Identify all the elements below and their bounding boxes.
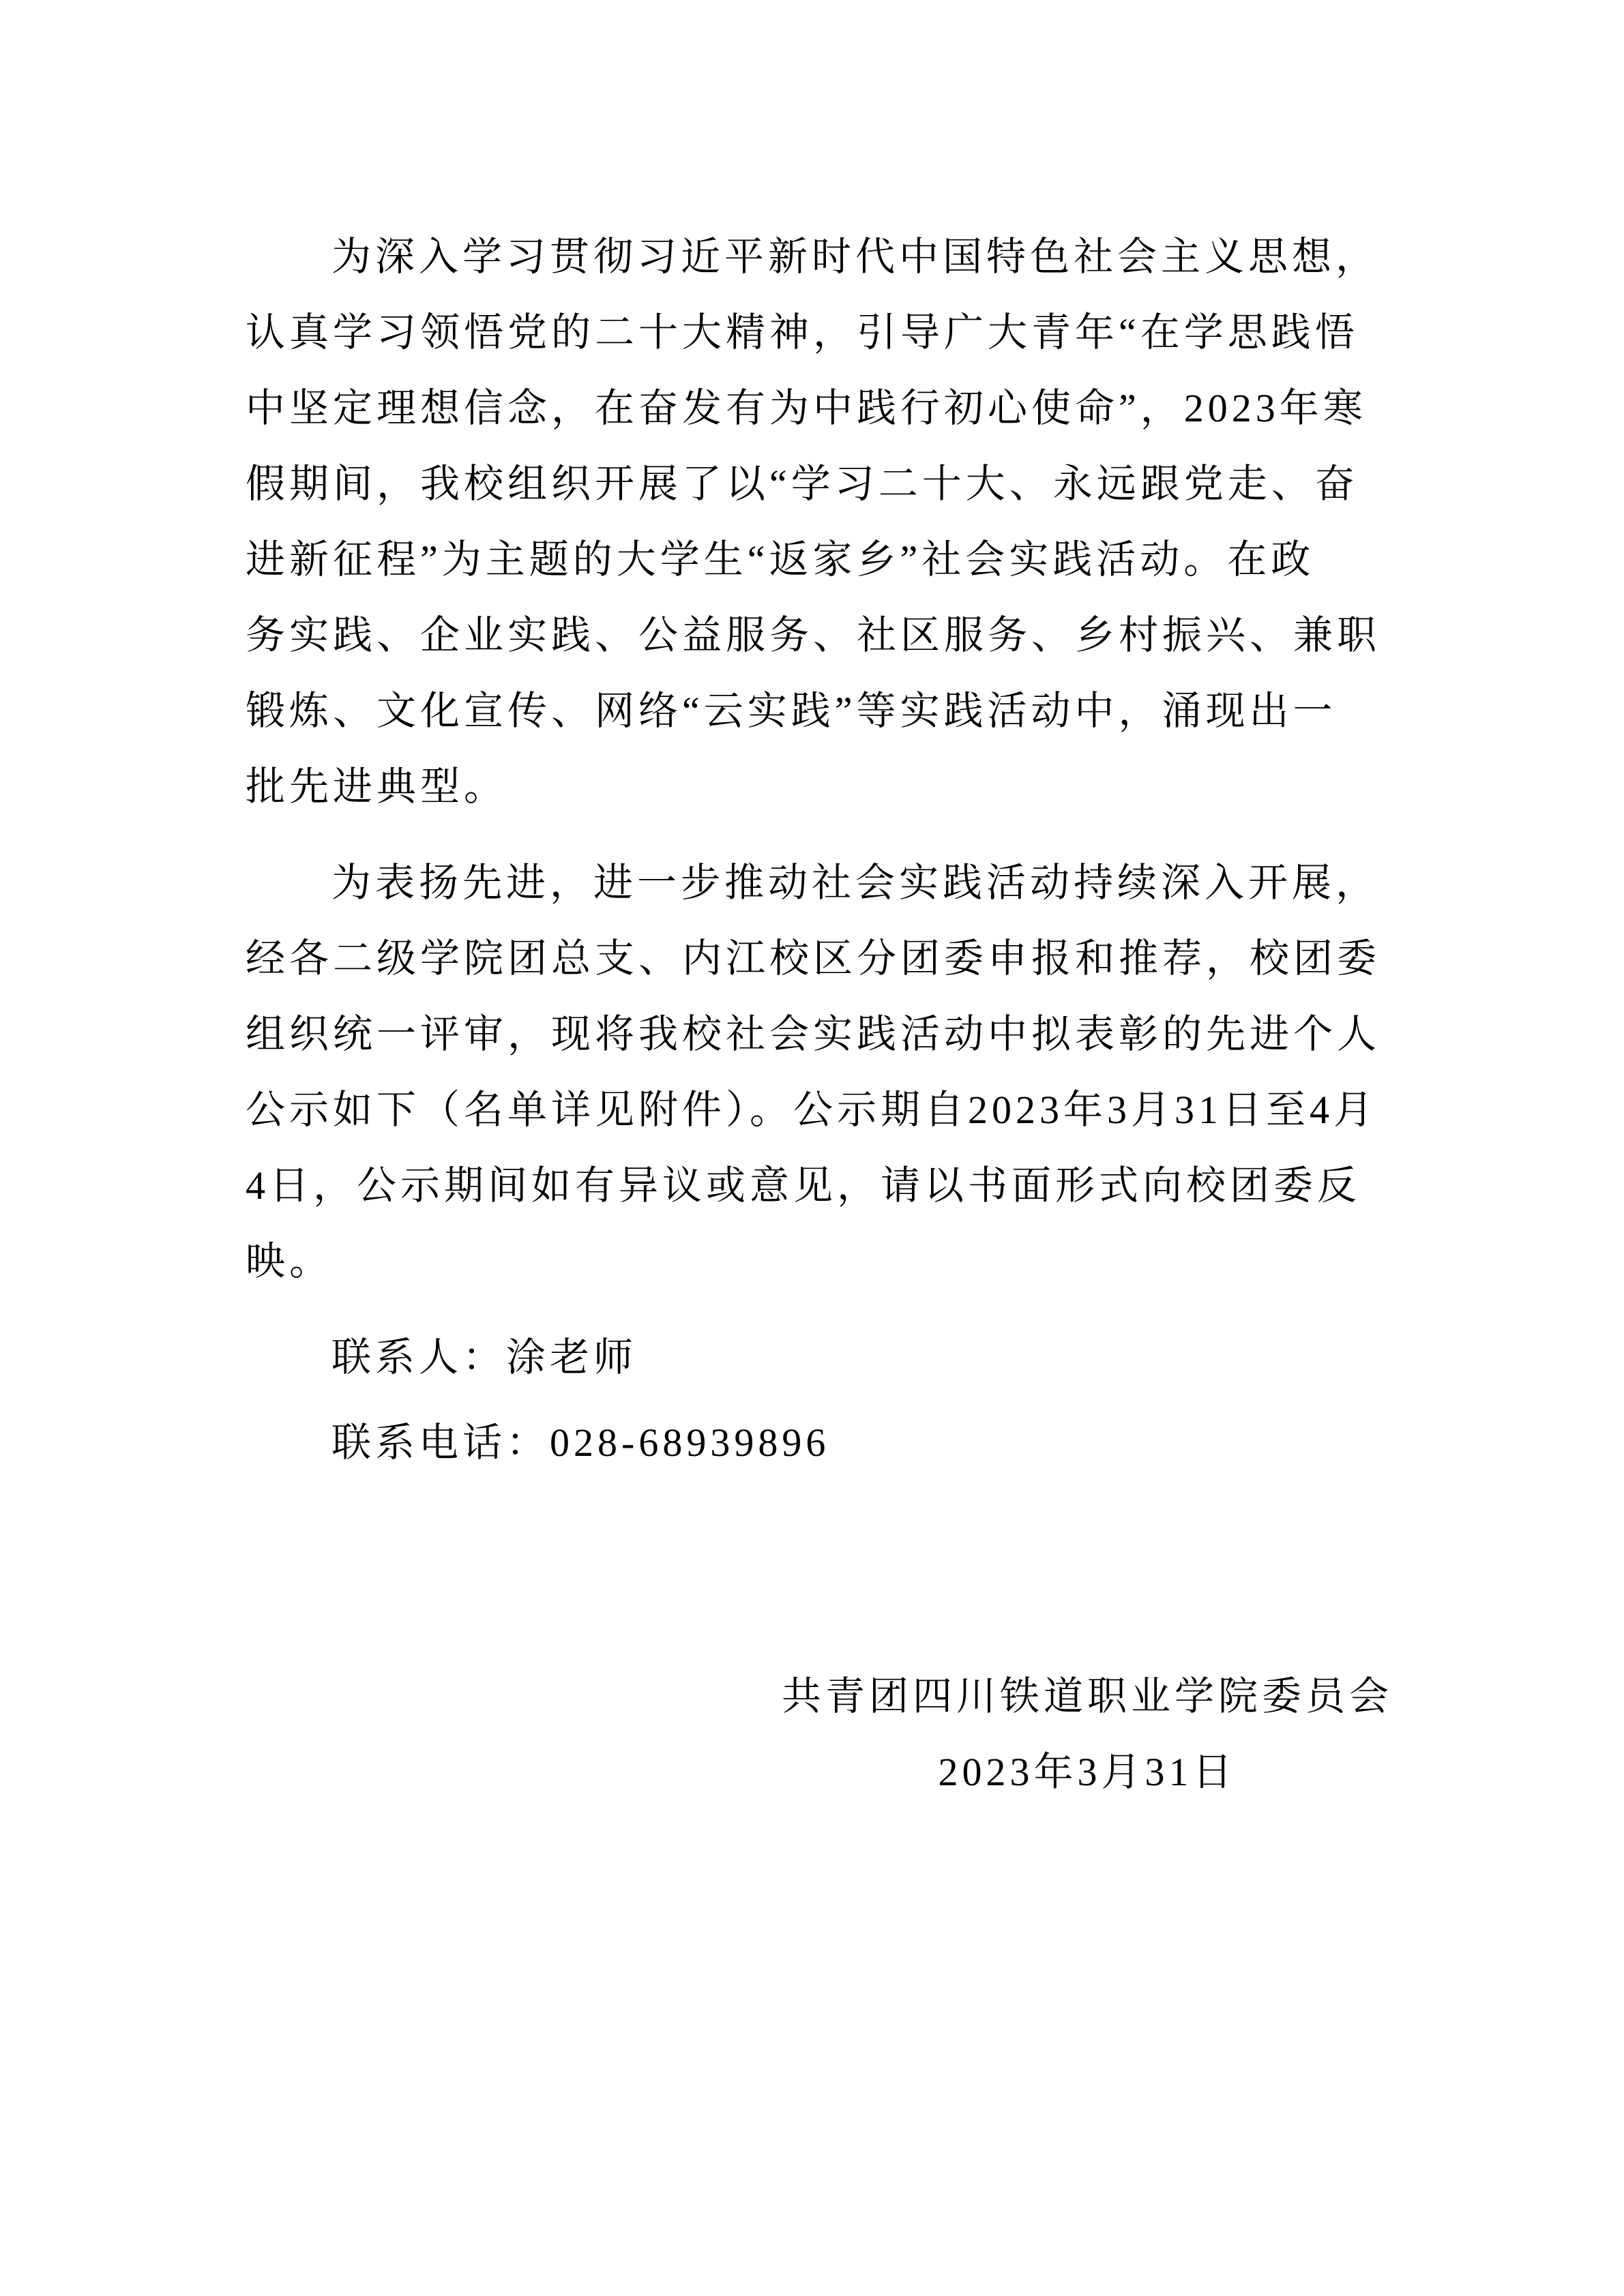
signature-block [782, 1658, 1393, 1810]
text-line: 组织统一评审，现将我校社会实践活动中拟表彰的先进个人 [246, 1012, 1381, 1056]
document-body [246, 219, 1393, 1810]
text-line: 批先进典型。 [246, 764, 508, 809]
text-line: 公示如下（名单详见附件）。公示期自2023年3月31日至4月 [246, 1088, 1378, 1132]
text-line: 4日，公示期间如有异议或意见，请以书面形式向校团委反 [246, 1163, 1361, 1208]
contact-person-paragraph [246, 1320, 1393, 1395]
text-line: 务实践、企业实践、公益服务、社区服务、乡村振兴、兼职 [246, 613, 1381, 657]
contact-person-line: 联系人：涂老师 [331, 1335, 638, 1380]
text-line: 为表扬先进，进一步推动社会实践活动持续深入开展， [331, 861, 1380, 905]
signature-date: 2023年3月31日 [938, 1750, 1237, 1794]
paragraph-1 [246, 219, 1393, 824]
text-line: 中坚定理想信念，在奋发有为中践行初心使命”，2023年寒 [246, 386, 1367, 430]
text-line: 锻炼、文化宣传、网络“云实践”等实践活动中，涌现出一 [246, 689, 1337, 733]
signature-organization: 共青团四川铁道职业学院委员会 [781, 1674, 1393, 1718]
paragraph-2 [246, 845, 1393, 1299]
contact-phone-line: 联系电话：028-68939896 [331, 1420, 830, 1465]
contact-phone-paragraph [246, 1405, 1393, 1480]
text-line: 映。 [246, 1239, 334, 1283]
text-line: 进新征程”为主题的大学生“返家乡”社会实践活动。在政 [246, 537, 1315, 582]
text-line: 为深入学习贯彻习近平新时代中国特色社会主义思想， [331, 235, 1380, 279]
text-line: 假期间，我校组织开展了以“学习二十大、永远跟党走、奋 [246, 462, 1359, 506]
text-line: 认真学习领悟党的二十大精神，引导广大青年“在学思践悟 [246, 310, 1359, 355]
text-line: 经各二级学院团总支、内江校区分团委申报和推荐，校团委 [246, 936, 1381, 981]
